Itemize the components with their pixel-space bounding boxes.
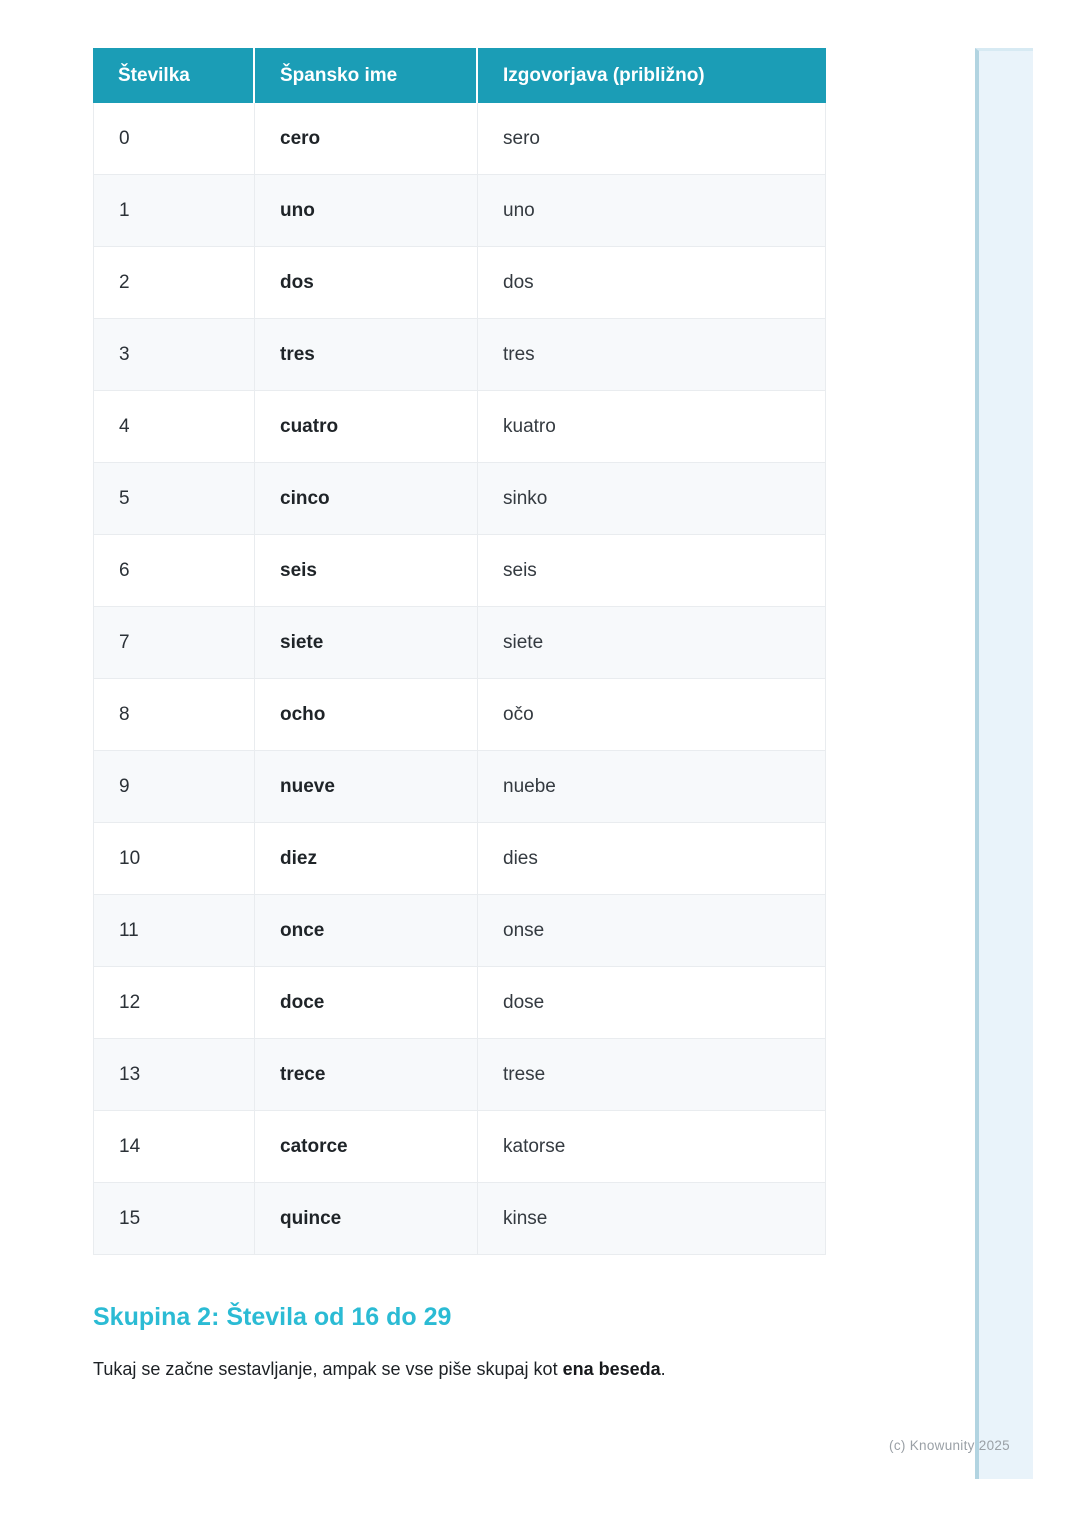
paragraph-period: . xyxy=(660,1359,666,1379)
table-row xyxy=(93,679,826,751)
number-cell: 10 xyxy=(93,823,255,895)
number-cell: 14 xyxy=(93,1111,255,1183)
table-row xyxy=(93,967,826,1039)
pronunciation-cell: onse xyxy=(478,895,826,967)
column-header-pronunciation: Izgovorjava (približno) xyxy=(478,48,826,103)
table-row xyxy=(93,751,826,823)
number-cell: 7 xyxy=(93,607,255,679)
spanish-name-cell: doce xyxy=(255,967,478,1039)
table-row xyxy=(93,247,826,319)
column-header-number: Številka xyxy=(93,48,255,103)
pronunciation-cell: nuebe xyxy=(478,751,826,823)
spanish-name-cell: cinco xyxy=(255,463,478,535)
number-cell: 4 xyxy=(93,391,255,463)
number-cell: 15 xyxy=(93,1183,255,1255)
pronunciation-cell: katorse xyxy=(478,1111,826,1183)
pronunciation-cell: očo xyxy=(478,679,826,751)
number-cell: 3 xyxy=(93,319,255,391)
table-row xyxy=(93,463,826,535)
spanish-name-cell: cuatro xyxy=(255,391,478,463)
table-row xyxy=(93,1111,826,1183)
table-row xyxy=(93,1039,826,1111)
number-cell: 9 xyxy=(93,751,255,823)
spanish-name-cell: dos xyxy=(255,247,478,319)
pronunciation-cell: siete xyxy=(478,607,826,679)
number-cell: 13 xyxy=(93,1039,255,1111)
table-row xyxy=(93,535,826,607)
number-cell: 8 xyxy=(93,679,255,751)
section-paragraph xyxy=(93,1356,826,1382)
table-row xyxy=(93,1183,826,1255)
table-header-row xyxy=(93,48,826,103)
spanish-name-cell: siete xyxy=(255,607,478,679)
pronunciation-cell: sinko xyxy=(478,463,826,535)
spanish-name-cell: tres xyxy=(255,319,478,391)
section-heading: Skupina 2: Števila od 16 do 29 xyxy=(93,1303,452,1331)
copyright-notice: (c) Knowunity 2025 xyxy=(889,1438,1010,1453)
spanish-name-cell: catorce xyxy=(255,1111,478,1183)
table-row xyxy=(93,175,826,247)
pronunciation-cell: tres xyxy=(478,319,826,391)
number-cell: 1 xyxy=(93,175,255,247)
pronunciation-cell: kuatro xyxy=(478,391,826,463)
table-row xyxy=(93,895,826,967)
spanish-numbers-table xyxy=(93,48,826,1255)
paragraph-text: Tukaj se začne sestavljanje, ampak se vse piše skupaj kot xyxy=(93,1359,563,1379)
pronunciation-cell: dose xyxy=(478,967,826,1039)
spanish-name-cell: nueve xyxy=(255,751,478,823)
spanish-name-cell: trece xyxy=(255,1039,478,1111)
pronunciation-cell: sero xyxy=(478,103,826,175)
pronunciation-cell: trese xyxy=(478,1039,826,1111)
spanish-name-cell: uno xyxy=(255,175,478,247)
table-row xyxy=(93,823,826,895)
pronunciation-cell: kinse xyxy=(478,1183,826,1255)
spanish-name-cell: quince xyxy=(255,1183,478,1255)
table-row xyxy=(93,103,826,175)
column-header-spanish-name: Špansko ime xyxy=(255,48,478,103)
table-row xyxy=(93,391,826,463)
number-cell: 12 xyxy=(93,967,255,1039)
pronunciation-cell: seis xyxy=(478,535,826,607)
pronunciation-cell: dies xyxy=(478,823,826,895)
table-header xyxy=(93,48,826,103)
spanish-name-cell: once xyxy=(255,895,478,967)
number-cell: 0 xyxy=(93,103,255,175)
pronunciation-cell: uno xyxy=(478,175,826,247)
number-cell: 6 xyxy=(93,535,255,607)
side-panel xyxy=(975,48,1033,1479)
number-cell: 2 xyxy=(93,247,255,319)
spanish-name-cell: cero xyxy=(255,103,478,175)
table-row xyxy=(93,607,826,679)
pronunciation-cell: dos xyxy=(478,247,826,319)
spanish-name-cell: ocho xyxy=(255,679,478,751)
paragraph-bold-text: ena beseda xyxy=(562,1359,661,1379)
table-row xyxy=(93,319,826,391)
page-content xyxy=(93,48,826,1382)
number-cell: 5 xyxy=(93,463,255,535)
number-cell: 11 xyxy=(93,895,255,967)
table-body xyxy=(93,103,826,1255)
spanish-name-cell: diez xyxy=(255,823,478,895)
spanish-name-cell: seis xyxy=(255,535,478,607)
